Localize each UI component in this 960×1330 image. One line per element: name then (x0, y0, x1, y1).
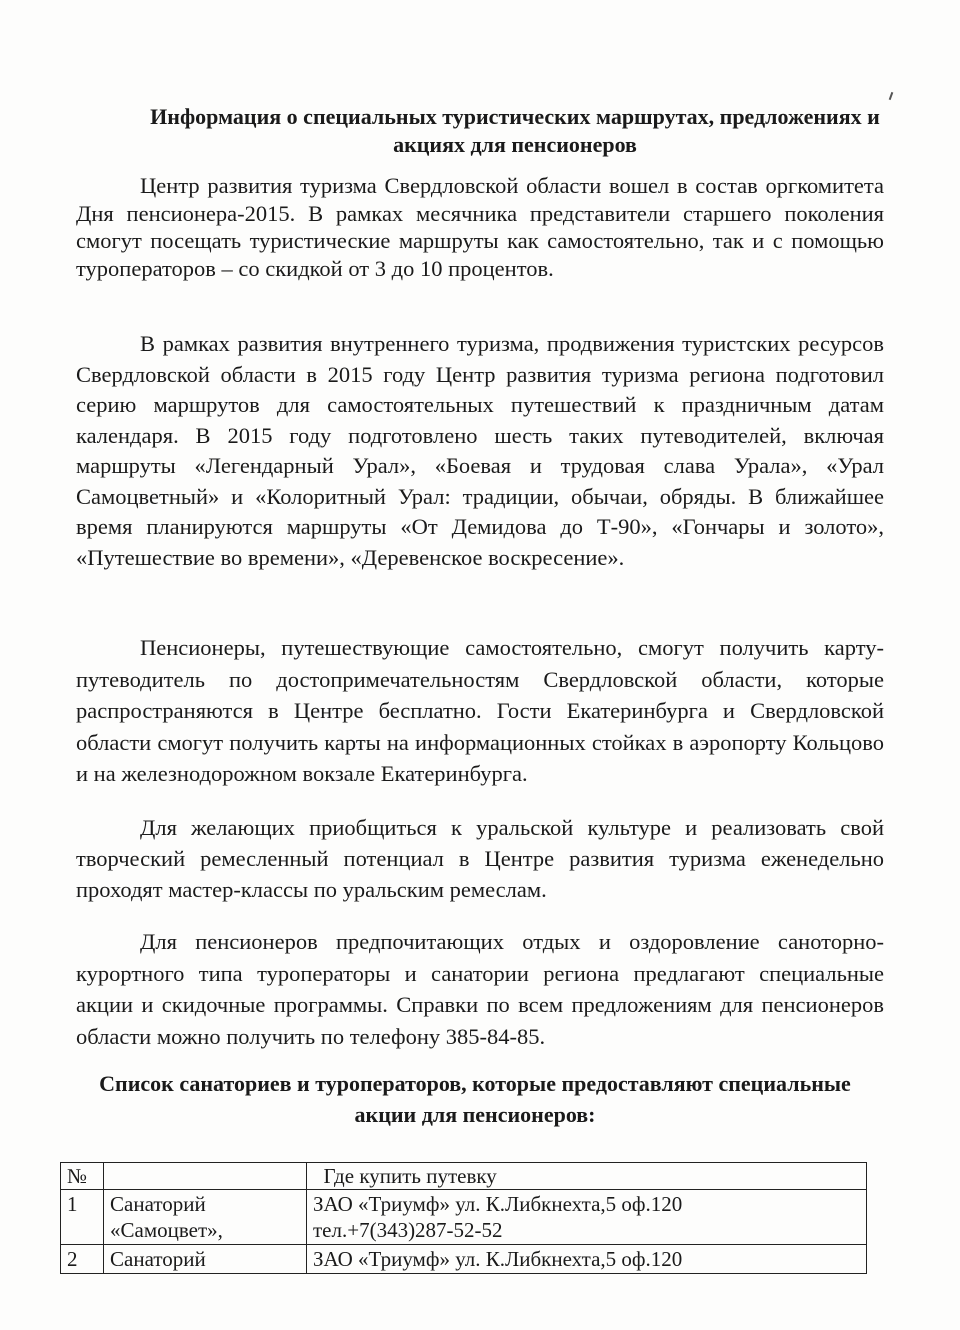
row-name (104, 1245, 307, 1274)
table-row (61, 1245, 867, 1274)
paragraph-1: Центр развития туризма Свердловской области вошел в состав оргкомитета Дня пенсионера-2015. В рамках месячника представители старшего поколения смогут посещать туристические маршруты как самостоятельно, так и с помощью туроператоров – со скидкой от 3 до 10 процентов. (76, 173, 884, 281)
header-where-to-buy-label: Где купить путевку (323, 1164, 497, 1188)
row-where-to-buy (307, 1190, 867, 1245)
header-name (104, 1163, 307, 1190)
row-name (104, 1190, 307, 1245)
row-name-line: Санаторий (110, 1192, 206, 1216)
row-number: 2 (61, 1245, 104, 1274)
paragraph-2: В рамках развития внутреннего туризма, продвижения туристских ресурсов Свердловской области в 2015 году Центр развития туризма региона подготовил серию маршрутов для самостоятельных путешествий к праздничным датам календаря. В 2015 году подготовлено шесть таких путеводителей, включая маршруты «Легендарный Урал», «Боевая и трудовая слава Урала», «Урал Самоцветный» и «Колоритный Урал: традиции, обычаи, обряды. В ближайшее время планируются маршруты «От Демидова до Т-90», «Гончары и золото», «Путешествие во времени», «Деревенское воскресение». (76, 331, 884, 570)
sanatorium-table (60, 1162, 867, 1274)
row-where-line: тел.+7(343)287-52-52 (313, 1218, 503, 1242)
row-where-line: ЗАО «Триумф» ул. К.Либкнехта,5 оф.120 (313, 1192, 683, 1216)
row-number: 1 (61, 1190, 104, 1245)
paragraph-3: Пенсионеры, путешествующие самостоятельно, смогут получить карту-путеводитель по достопримечательностям Свердловской области, которые распространяются в Центре бесплатно. Гости Екатеринбурга и Свердловской области смогут получить карты на информационных стойках в аэропорту Кольцово и на железнодорожном вокзале Екатеринбурга. (76, 635, 884, 786)
row-where-to-buy (307, 1245, 867, 1274)
row-where-line: ЗАО «Триумф» ул. К.Либкнехта,5 оф.120 (313, 1247, 683, 1271)
scan-mark (889, 92, 894, 100)
paragraph-5: Для пенсионеров предпочитающих отдых и оздоровление саноторно-курортного типа туроператоры и санатории региона предлагают специальные акции и скидочные программы. Справки по всем предложениям для пенсионеров области можно получить по телефону 385-84-85. (76, 929, 884, 1049)
row-name-line: Санаторий (110, 1247, 206, 1271)
row-name-line: «Самоцвет», (110, 1218, 223, 1242)
paragraph-4: Для желающих приобщиться к уральской культуре и реализовать свой творческий ремесленный потенциал в Центре развития туризма еженедельно проходят мастер-классы по уральским ремеслам. (76, 815, 884, 902)
document-title: Информация о специальных туристических маршрутах, предложениях и акциях для пенсионеров (150, 104, 880, 157)
table-row (61, 1190, 867, 1245)
table-header-row (61, 1163, 867, 1190)
list-title: Список санаториев и туроператоров, которые предоставляют специальные акции для пенсионеров: (99, 1071, 851, 1127)
header-where-to-buy (307, 1163, 867, 1190)
header-number: № (61, 1163, 104, 1190)
